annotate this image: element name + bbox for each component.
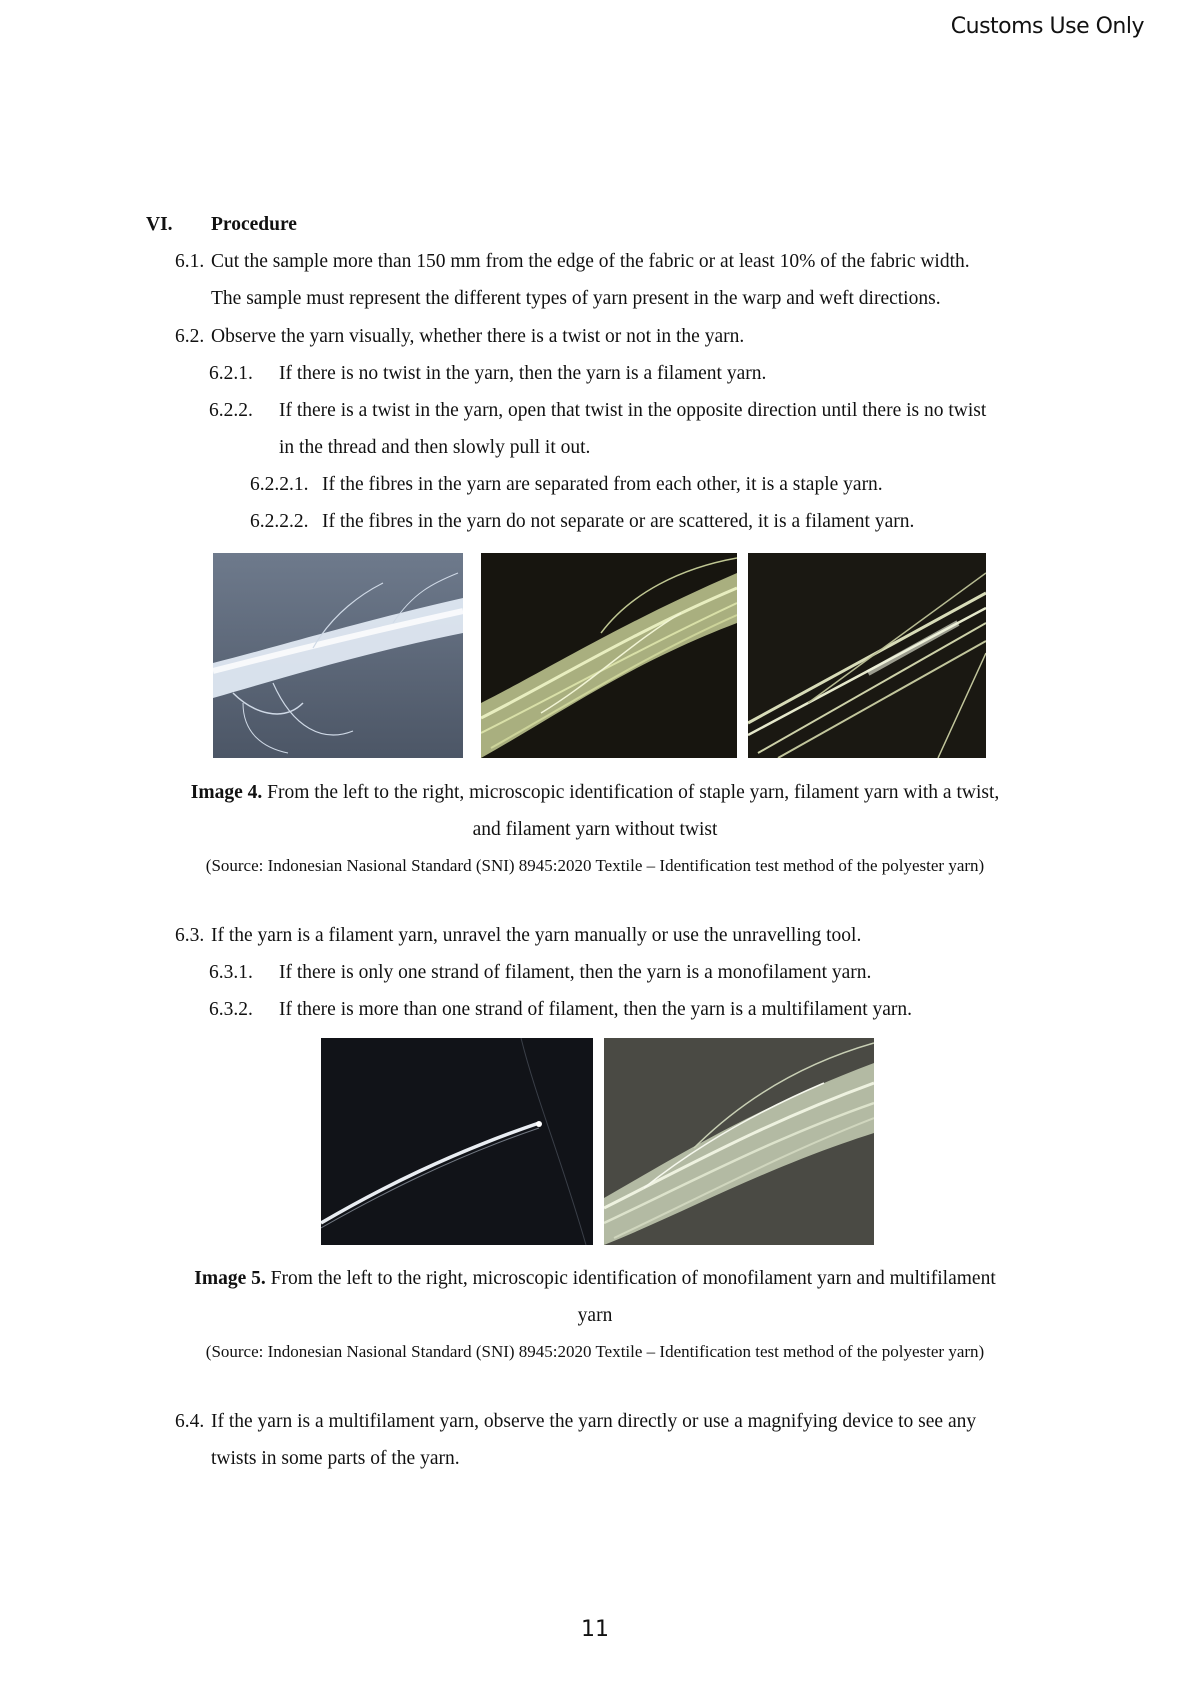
staple-yarn-photo (213, 553, 463, 758)
figure-4-caption-cont: and filament yarn without twist (472, 819, 718, 840)
section-number: VI. (146, 214, 173, 235)
step-6-3-1-number: 6.3.1. (209, 962, 253, 983)
step-6-4-text-cont: twists in some parts of the yarn. (211, 1448, 460, 1469)
step-6-3-1-text: If there is only one strand of filament, then the yarn is a monofilament yarn. (279, 962, 872, 983)
step-6-2-2-2-number: 6.2.2.2. (250, 511, 309, 532)
step-6-2-2-1-number: 6.2.2.1. (250, 474, 309, 495)
step-6-3-2-number: 6.3.2. (209, 999, 253, 1020)
step-6-1-number: 6.1. (175, 251, 205, 272)
figure-5-caption-cont: yarn (577, 1305, 613, 1326)
figure-4-caption-text: From the left to the right, microscopic identification of staple yarn, filament yarn with a twist, (262, 782, 1000, 803)
section-title: Procedure (211, 214, 297, 235)
step-6-3-number: 6.3. (175, 925, 205, 946)
page-number: 11 (581, 1617, 609, 1642)
figure-5-source: (Source: Indonesian Nasional Standard (SNI) 8945:2020 Textile – Identification test method of the polyester yarn) (205, 1342, 985, 1361)
step-6-2-2-2-text: If the fibres in the yarn do not separate or are scattered, it is a filament yarn. (322, 511, 915, 532)
monofilament-yarn-photo (321, 1038, 593, 1245)
step-6-2-number: 6.2. (175, 326, 205, 347)
step-6-1-text-cont: The sample must represent the different types of yarn present in the warp and weft directions. (211, 288, 941, 309)
figure-4-caption (0, 781, 1190, 805)
step-6-2-1-number: 6.2.1. (209, 363, 253, 384)
step-6-2-2-number: 6.2.2. (209, 400, 253, 421)
figure-5-caption (0, 1267, 1190, 1291)
classification-header: Customs Use Only (950, 14, 1144, 39)
untwisted-filament-yarn-photo (748, 553, 986, 758)
figure-5-label: Image 5. (194, 1268, 266, 1289)
figure-4-label: Image 4. (190, 782, 263, 803)
step-6-2-2-text-cont: in the thread and then slowly pull it out. (279, 437, 591, 458)
twisted-filament-yarn-photo (481, 553, 737, 758)
step-6-2-2-text: If there is a twist in the yarn, open that twist in the opposite direction until there is no twist (279, 400, 987, 421)
step-6-2-text: Observe the yarn visually, whether there is a twist or not in the yarn. (211, 326, 745, 347)
figure-5-caption-text: From the left to the right, microscopic identification of monofilament yarn and multifilament (265, 1268, 996, 1289)
step-6-1-text: Cut the sample more than 150 mm from the edge of the fabric or at least 10% of the fabric width. (211, 251, 970, 272)
step-6-4-number: 6.4. (175, 1411, 205, 1432)
step-6-3-text: If the yarn is a filament yarn, unravel the yarn manually or use the unravelling tool. (211, 925, 862, 946)
figure-4-source: (Source: Indonesian Nasional Standard (SNI) 8945:2020 Textile – Identification test method of the polyester yarn) (205, 856, 985, 875)
step-6-2-2-1-text: If the fibres in the yarn are separated from each other, it is a staple yarn. (322, 474, 883, 495)
step-6-3-2-text: If there is more than one strand of filament, then the yarn is a multifilament yarn. (279, 999, 913, 1020)
multifilament-yarn-photo (604, 1038, 874, 1245)
step-6-4-text: If the yarn is a multifilament yarn, observe the yarn directly or use a magnifying device to see any (211, 1411, 977, 1432)
step-6-2-1-text: If there is no twist in the yarn, then the yarn is a filament yarn. (279, 363, 767, 384)
